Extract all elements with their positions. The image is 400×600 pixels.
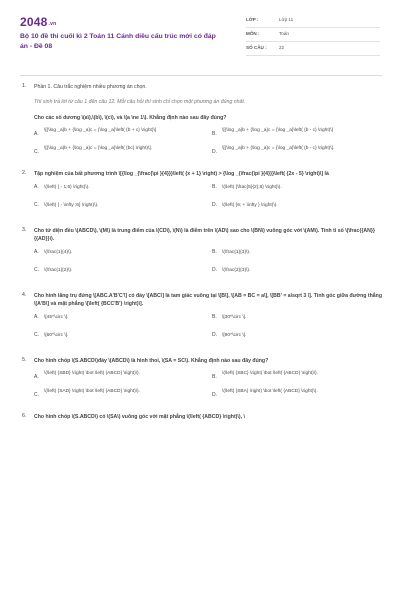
option-text: \(\left( {SBC} \right) \bot \left( {ABCD} \right)\). (222, 371, 318, 376)
option-letter: C. (34, 201, 39, 208)
answer-option-c[interactable] (34, 145, 208, 159)
answer-option-a[interactable] (34, 314, 208, 328)
option-text: \(\frac{1}{3}\). (222, 249, 251, 255)
option-text: \(\frac{1}{4}\). (44, 249, 73, 255)
option-letter: C. (34, 391, 39, 398)
logo-suffix: .vn (48, 21, 57, 27)
option-text: \[{\log _a}b + {\log _a}c = {\log _a}\left( {b - c} \right)\]. (222, 146, 335, 151)
answer-option-b[interactable] (212, 127, 386, 141)
option-letter: D. (212, 391, 217, 398)
option-letter: A. (34, 183, 39, 190)
option-text: \(\left( { - \infty ;6} \right)\). (44, 202, 99, 208)
question-number: 6. (22, 413, 27, 419)
option-text: \(\left( {6; + \infty } \right)\). (222, 202, 278, 208)
option-letter: D. (212, 201, 217, 208)
meta-label: SỐ CÂU : (246, 45, 267, 50)
option-text: \[30^\circ \]. (222, 314, 247, 320)
option-text: \[45^\circ \]. (44, 314, 69, 320)
answer-option-b[interactable] (212, 314, 386, 328)
meta-value: Lớp 11 (279, 17, 294, 22)
answer-option-d[interactable] (212, 388, 386, 402)
option-letter: B. (212, 373, 217, 380)
question-item (20, 410, 382, 422)
question-text: Cho hình lăng trụ đứng \[ABC.A'B'C'\] có đáy \[ABC\] là tam giác vuông tại \[B\], \[AB = BC = a\], \[BB' = a\sqrt 3 \]. Tính góc giữa đường thẳng \[A'B\] và mặt phẳng \[\left( {BCC'B'} \right)\]. (34, 292, 383, 307)
answer-options (34, 249, 382, 281)
question-item (20, 80, 382, 159)
question-number: 5. (22, 356, 27, 363)
option-letter: A. (34, 130, 39, 137)
meta-value: Toán (279, 31, 289, 36)
option-letter: D. (212, 266, 217, 273)
option-text: \(\left( {SBD} \right) \bot \left( {ABCD} \right)\). (44, 371, 140, 376)
question-text: Cho hình chóp \(S.ABCD\) có \(SA\) vuông góc với mặt phẳng \(\left( {ABCD} \right)\), \ (34, 414, 245, 420)
option-letter: B. (212, 130, 217, 137)
option-text: \(\left( {SAD} \right) \bot \left( {ABCD} \right)\). (44, 389, 140, 394)
question-number: 1. (22, 83, 27, 89)
answer-options (34, 370, 382, 402)
question-text: Tập nghiệm của bất phương trình \[{\log _{\frac{\pi }{4}}}\left( {x + 1} \right) > {\log _{\frac{\pi }{4}}}\left( {2x - 5} \right)\] là (34, 171, 329, 177)
question-item (20, 289, 382, 346)
question-item (20, 354, 382, 403)
answer-option-d[interactable] (212, 267, 386, 281)
option-letter: A. (34, 248, 39, 255)
answer-option-a[interactable] (34, 127, 208, 141)
answer-options (34, 314, 382, 346)
answer-option-c[interactable] (34, 202, 208, 216)
site-logo[interactable] (20, 15, 56, 29)
question-text: Cho các số dương \(a\),\(b\), \(c\), và \(a \ne 1\). Khẳng định nào sau đây đúng? (34, 114, 227, 121)
option-text: \[{\log _a}b + {\log _a}c = {\log _a}\left( {b + c} \right)\] (44, 128, 157, 133)
option-letter: D. (212, 148, 217, 155)
option-text: \(\frac{2}{3}\). (222, 267, 251, 273)
answer-option-c[interactable] (34, 332, 208, 346)
answer-option-c[interactable] (34, 267, 208, 281)
option-letter: D. (212, 331, 217, 338)
meta-row-grade (246, 14, 380, 28)
document-meta (246, 14, 380, 56)
answer-option-d[interactable] (212, 145, 386, 159)
meta-row-subject (246, 28, 380, 42)
document-header (20, 12, 382, 70)
option-text: \(\left( { - 1;6} \right)\). (44, 184, 90, 190)
option-letter: B. (212, 313, 217, 320)
question-list (20, 80, 382, 430)
option-letter: B. (212, 183, 217, 190)
header-divider (20, 75, 382, 76)
option-text: \(\left( {SBA} \right) \bot \left( {ABCD} \right)\). (222, 389, 318, 394)
meta-value: 22 (279, 45, 285, 50)
answer-option-d[interactable] (212, 202, 386, 216)
answer-option-a[interactable] (34, 370, 208, 384)
answer-option-a[interactable] (34, 249, 208, 263)
answer-option-a[interactable] (34, 184, 208, 198)
meta-label: MÔN : (246, 31, 260, 36)
answer-options (34, 184, 382, 216)
answer-option-b[interactable] (212, 370, 386, 384)
option-letter: C. (34, 266, 39, 273)
answer-option-c[interactable] (34, 388, 208, 402)
option-text: \[{\log _a}b + {\log _a}c = {\log _a}\left( {bc} \right)\]. (44, 146, 153, 151)
question-text: Cho tứ diện đều \(ABCD\), \(M\) là trung điểm của \(CD\), \(N\) là điểm trên \(AD\) sao cho \(BN\) vuông góc với \(AM\). Tính tỉ số \(\frac{{AN}}{{AD}}\). (34, 227, 375, 242)
answer-option-d[interactable] (212, 332, 386, 346)
logo-text: 2048 (20, 15, 48, 29)
question-item (20, 167, 382, 216)
option-text: \(\left( {\frac{5}{2};6} \right)\). (222, 184, 282, 190)
question-text: Cho hình chóp \(S.ABCD\)đáy \(ABCD\) là hình thoi, \(SA = SC\). Khẳng định nào sau đây đúng? (34, 357, 269, 364)
option-text: \(\frac{1}{2}\). (44, 267, 73, 273)
meta-row-question-count (246, 42, 380, 56)
question-number: 3. (22, 226, 27, 233)
part-title: Phần 1. Câu trắc nghiệm nhiều phương án chọn. (34, 84, 147, 90)
question-item (20, 224, 382, 281)
option-text: \[60^\circ \]. (44, 332, 69, 338)
document-title: Bộ 10 đề thi cuối kì 2 Toán 11 Cánh diều cấu trúc mới có đáp án - Đề 08 (20, 33, 216, 50)
option-letter: C. (34, 331, 39, 338)
meta-label: LỚP : (246, 17, 259, 22)
answer-option-b[interactable] (212, 249, 386, 263)
question-number: 4. (22, 291, 27, 298)
question-number: 2. (22, 170, 27, 176)
option-letter: C. (34, 148, 39, 155)
option-text: \[90^\circ \]. (222, 332, 247, 338)
option-letter: A. (34, 373, 39, 380)
option-text: \[{\log _a}b + {\log _a}c = {\log _a}\left( {b - c} \right)\] (222, 128, 333, 133)
answer-option-b[interactable] (212, 184, 386, 198)
option-letter: B. (212, 248, 217, 255)
option-letter: A. (34, 313, 39, 320)
answer-options (34, 127, 382, 159)
part-instructions: Thí sinh trả lời từ câu 1 đến câu 12. Mỗi câu hỏi thí sinh chỉ chọn một phương án đúng nhất. (34, 98, 246, 105)
